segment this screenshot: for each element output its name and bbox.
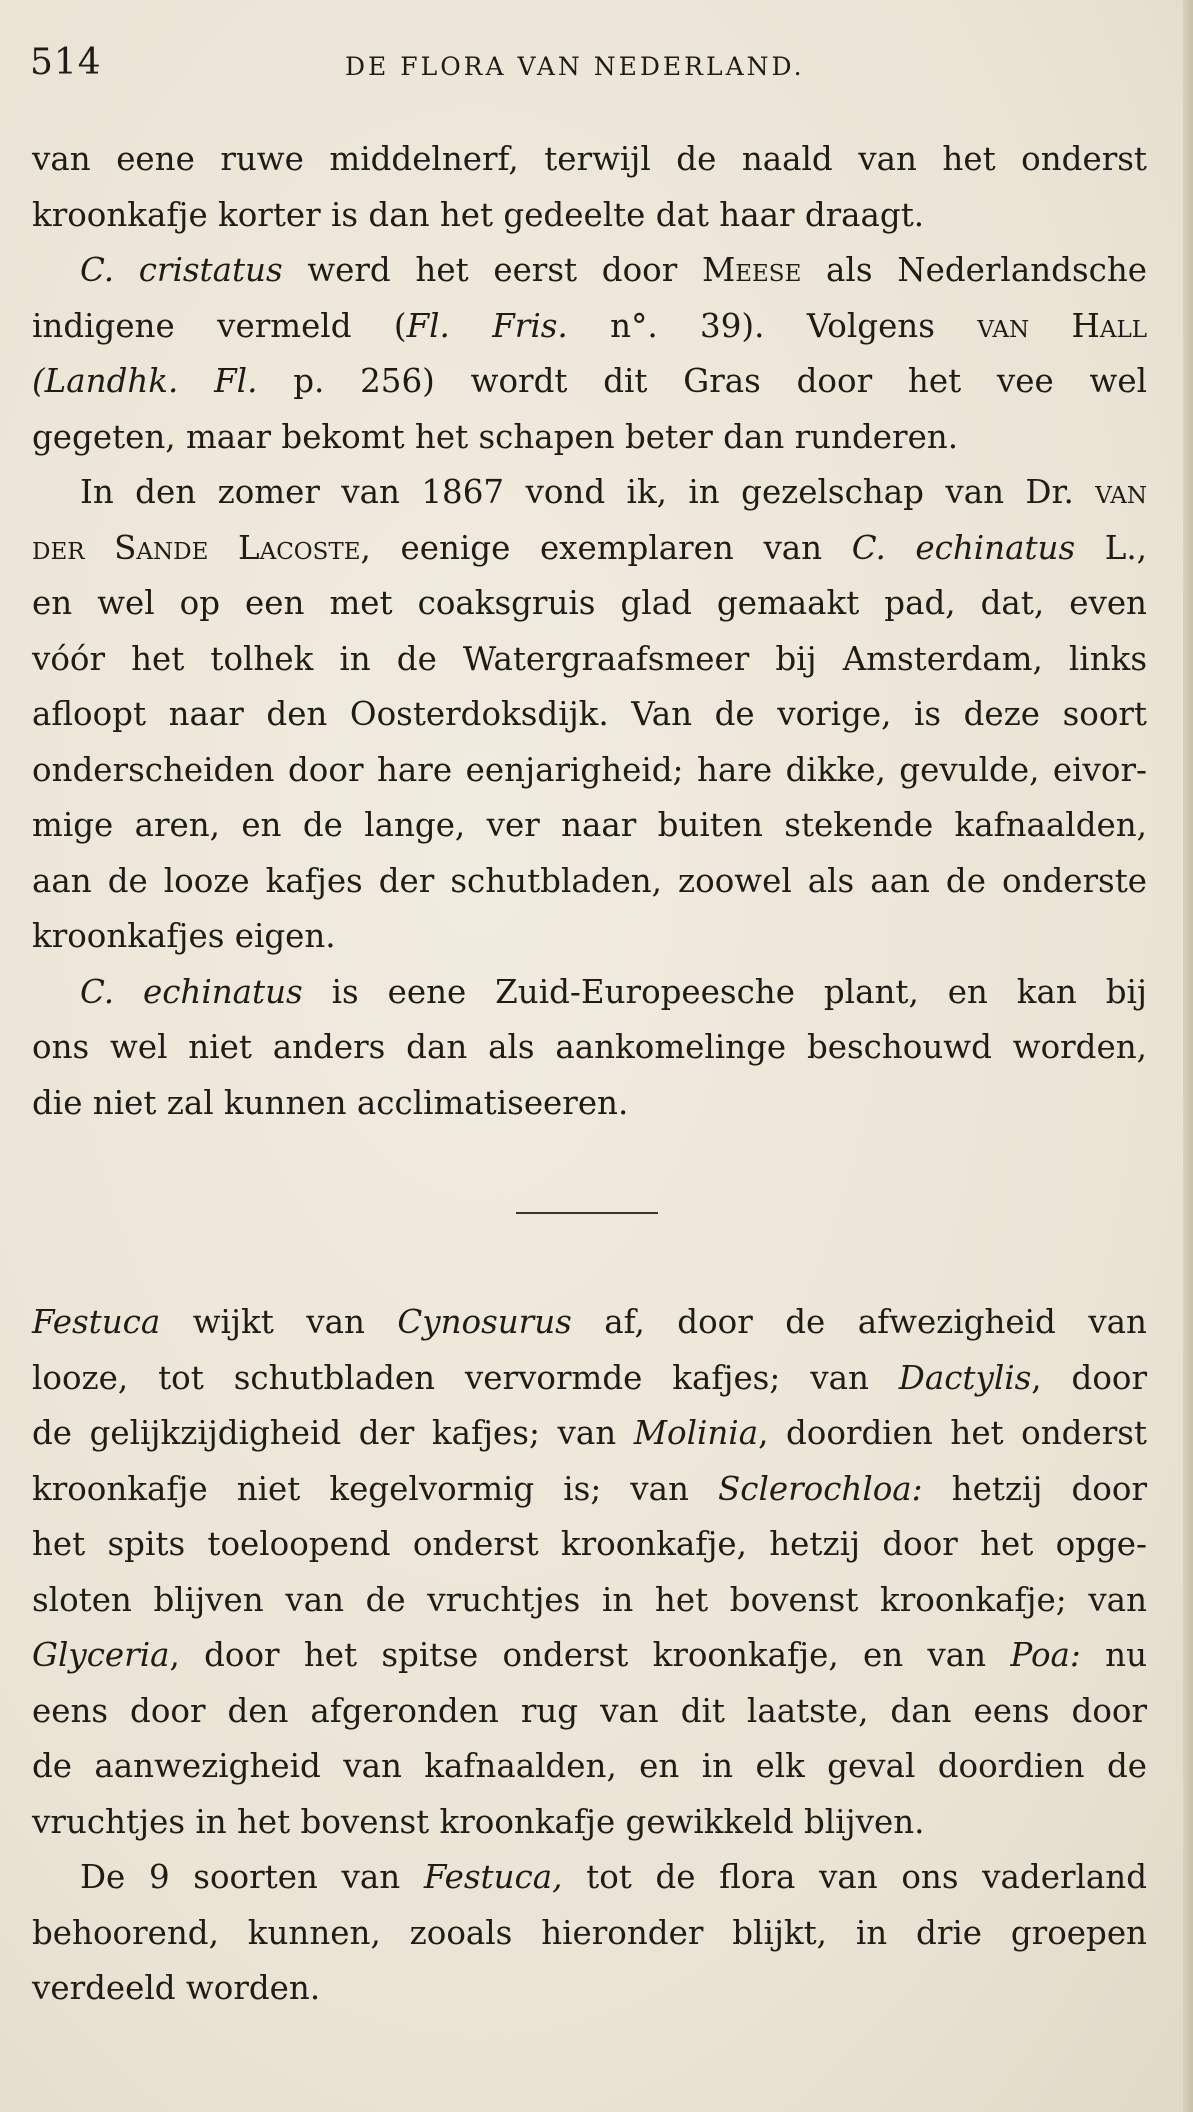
running-title: DE FLORA VAN NEDERLAND. bbox=[345, 52, 805, 81]
genus-name: Glyceria bbox=[32, 1636, 170, 1674]
genus-name: Molinia bbox=[633, 1414, 759, 1452]
text-line: mige aren, en de lange, ver naar buiten stekende kafnaalden, bbox=[32, 806, 1147, 844]
text-line: verdeeld worden. bbox=[32, 1969, 321, 2007]
text-line: eens door den afgeronden rug van dit laatste, dan eens door bbox=[32, 1691, 1147, 1730]
text-line: indigene vermeld (Fl. Fris. n°. 39). Volgens van Hall bbox=[32, 306, 1147, 345]
text-line: C. cristatus werd het eerst door Meese als Nederlandsche bbox=[80, 251, 1147, 289]
text-line: kroonkafje niet kegelvormig is; van Sclerochloa: hetzij door bbox=[32, 1469, 1147, 1508]
author-name: Meese bbox=[701, 251, 802, 289]
text-line: behoorend, kunnen, zooals hieronder blijkt, in drie groepen bbox=[32, 1913, 1147, 1952]
text-line: sloten blijven van de vruchtjes in het bovenst kroonkafje; van bbox=[32, 1580, 1147, 1619]
page-header bbox=[30, 42, 1150, 92]
page-edge bbox=[1183, 0, 1193, 2112]
text-line: C. echinatus is eene Zuid-Europeesche plant, en kan bij bbox=[80, 972, 1147, 1011]
text-line: vóór het tolhek in de Watergraafsmeer bij Amsterdam, links bbox=[32, 639, 1147, 678]
reference: (Landhk. Fl. bbox=[32, 362, 258, 400]
text-line: gegeten, maar bekomt het schapen beter dan runderen. bbox=[32, 417, 959, 456]
text-line: en wel op een met coaksgruis glad gemaakt pad, dat, even bbox=[32, 584, 1147, 622]
text-line: het spits toeloopend onderst kroonkafje, hetzij door het opge- bbox=[32, 1525, 1147, 1563]
text-line: aan de looze kafjes der schutbladen, zoowel als aan de onderste bbox=[32, 861, 1147, 900]
text-line: ons wel niet anders dan als aankomelinge beschouwd worden, bbox=[32, 1028, 1147, 1066]
text-line: Glyceria, door het spitse onderst kroonkafje, en van Poa: nu bbox=[32, 1636, 1148, 1674]
genus-name: Sclerochloa: bbox=[718, 1469, 923, 1508]
page-number: 514 bbox=[30, 42, 102, 83]
text-line: de aanwezigheid van kafnaalden, en in elk geval doordien de bbox=[32, 1747, 1147, 1785]
text-line: van eene ruwe middelnerf, terwijl de naald van het onderst bbox=[32, 140, 1147, 178]
genus-name: Cynosurus bbox=[397, 1303, 572, 1341]
species-name: C. echinatus bbox=[851, 528, 1076, 567]
text-line: onderscheiden door hare eenjarigheid; hare dikke, gevulde, eivor- bbox=[32, 750, 1147, 789]
text-line: De 9 soorten van Festuca, tot de flora van ons vaderland bbox=[80, 1858, 1147, 1896]
section-cynosurus-text bbox=[32, 132, 1147, 1131]
section-festuca-text bbox=[32, 1295, 1147, 2017]
author-name: van Hall bbox=[977, 306, 1147, 345]
species-name: C. cristatus bbox=[80, 251, 283, 289]
text-line: kroonkafje korter is dan het gedeelte dat haar draagt. bbox=[32, 195, 925, 234]
text-line: der Sande Lacoste, eenige exemplaren van C. echinatus L., bbox=[32, 528, 1148, 567]
text-line: (Landhk. Fl. p. 256) wordt dit Gras door het vee wel bbox=[32, 362, 1147, 400]
genus-name: Festuca, bbox=[423, 1858, 563, 1896]
author-name: der Sande Lacoste bbox=[32, 528, 361, 567]
genus-name: Festuca bbox=[32, 1303, 161, 1341]
section-divider bbox=[516, 1212, 658, 1214]
author-name: van bbox=[1095, 473, 1147, 511]
text-line: die niet zal kunnen acclimatiseeren. bbox=[32, 1083, 629, 1122]
text-line: afloopt naar den Oosterdoksdijk. Van de vorige, is deze soort bbox=[32, 695, 1147, 733]
reference: Fl. Fris. bbox=[406, 306, 568, 345]
species-name: C. echinatus bbox=[80, 972, 303, 1011]
text-line: looze, tot schutbladen vervormde kafjes; van Dactylis, door bbox=[32, 1358, 1147, 1397]
text-line: In den zomer van 1867 vond ik, in gezelschap van Dr. van bbox=[80, 473, 1147, 511]
text-line: kroonkafjes eigen. bbox=[32, 917, 336, 955]
genus-name: Dactylis bbox=[898, 1358, 1032, 1397]
genus-name: Poa: bbox=[1010, 1636, 1081, 1674]
text-line: Festuca wijkt van Cynosurus af, door de afwezigheid van bbox=[32, 1303, 1147, 1341]
text-line: vruchtjes in het bovenst kroonkafje gewikkeld blijven. bbox=[32, 1802, 925, 1841]
text-line: de gelijkzijdigheid der kafjes; van Molinia, doordien het onderst bbox=[32, 1414, 1147, 1452]
